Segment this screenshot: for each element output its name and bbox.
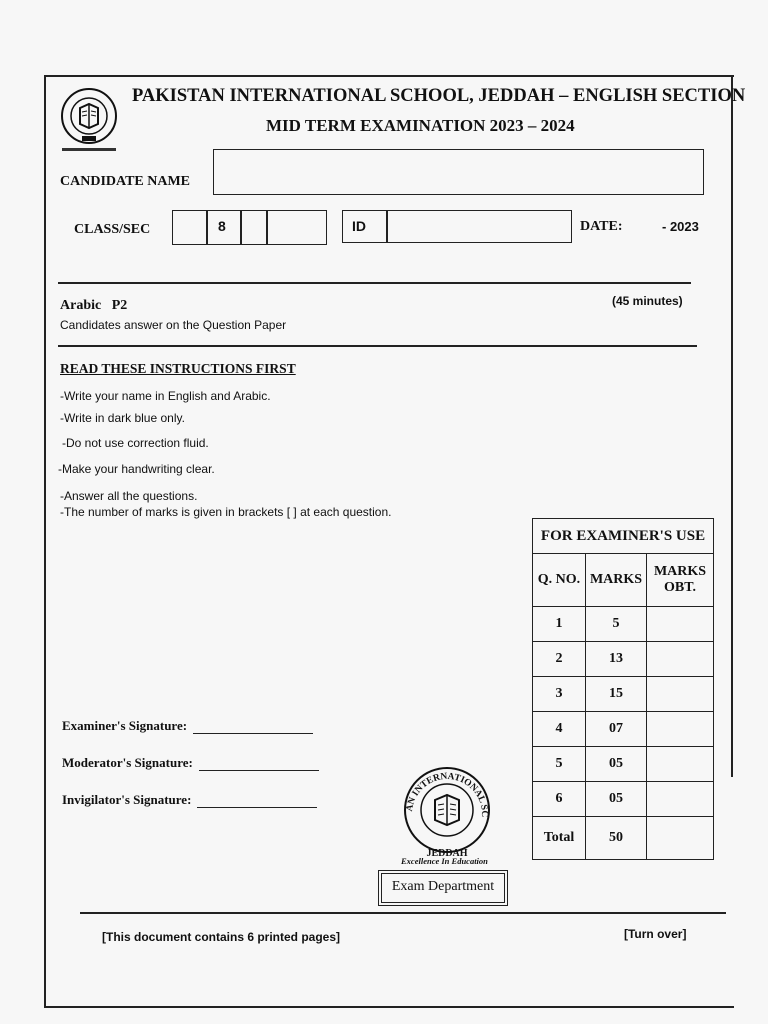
marks-cell: 05 — [586, 747, 647, 782]
instruction-item: -Write in dark blue only. — [60, 411, 185, 425]
marks-obt-cell[interactable] — [647, 607, 714, 642]
exam-department-stamp — [378, 870, 508, 906]
examiner-table — [532, 518, 714, 860]
total-obt-cell[interactable] — [647, 817, 714, 860]
instruction-item: -Make your handwriting clear. — [58, 462, 215, 476]
qno-cell: 2 — [533, 642, 586, 677]
marks-cell: 07 — [586, 712, 647, 747]
subject-paper: P2 — [111, 298, 128, 313]
stamp-motto: Excellence In Education — [401, 856, 488, 866]
header-qno: Q. NO. — [533, 554, 586, 607]
marks-obt-cell[interactable] — [647, 747, 714, 782]
class-divider — [266, 210, 268, 245]
marks-cell: 5 — [586, 607, 647, 642]
marks-obt-cell[interactable] — [647, 712, 714, 747]
candidate-name-field[interactable] — [213, 149, 704, 195]
candidate-name-label: CANDIDATE NAME — [60, 174, 191, 189]
marks-obt-cell[interactable] — [647, 642, 714, 677]
examiner-signature-line[interactable] — [193, 732, 313, 734]
id-field[interactable] — [342, 210, 572, 243]
invigilator-signature-line[interactable] — [197, 806, 317, 808]
date-value: - 2023 — [662, 219, 699, 234]
table-row — [533, 607, 714, 642]
qno-cell: 5 — [533, 747, 586, 782]
table-row-total — [533, 817, 714, 860]
date-label: DATE: — [580, 219, 623, 234]
examiner-signature-label: Examiner's Signature: — [62, 718, 188, 733]
table-row — [533, 782, 714, 817]
divider — [58, 282, 691, 284]
school-title: PAKISTAN INTERNATIONAL SCHOOL, JEDDAH – ENGLISH SECTION — [132, 86, 746, 106]
instruction-item: -The number of marks is given in brackets [ ] at each question. — [60, 505, 392, 519]
total-marks: 50 — [586, 817, 647, 860]
moderator-signature-line[interactable] — [199, 769, 319, 771]
marks-obt-cell[interactable] — [647, 782, 714, 817]
qno-cell: 6 — [533, 782, 586, 817]
qno-cell: 1 — [533, 607, 586, 642]
subject-line — [60, 298, 127, 314]
school-stamp-icon — [392, 758, 502, 868]
class-value: 8 — [218, 218, 226, 234]
class-divider — [240, 210, 242, 245]
instructions-title: READ THESE INSTRUCTIONS FIRST — [60, 361, 296, 376]
qno-cell: 3 — [533, 677, 586, 712]
invigilator-signature-label: Invigilator's Signature: — [62, 792, 192, 807]
qno-cell: 4 — [533, 712, 586, 747]
turn-over: [Turn over] — [624, 927, 687, 941]
table-row — [533, 642, 714, 677]
school-stamp — [392, 758, 502, 868]
marks-cell: 05 — [586, 782, 647, 817]
marks-obt-cell[interactable] — [647, 677, 714, 712]
school-logo-icon — [54, 84, 124, 164]
page-count: [This document contains 6 printed pages] — [102, 930, 341, 944]
moderator-signature — [62, 755, 319, 771]
moderator-signature-label: Moderator's Signature: — [62, 755, 193, 770]
header-marks-obt: MARKS OBT. — [647, 554, 714, 607]
svg-text:PAKISTAN INTERNATIONAL SCHOOL — [392, 758, 489, 817]
examiner-table-title: FOR EXAMINER'S USE — [533, 519, 714, 554]
table-row — [533, 712, 714, 747]
class-divider — [206, 210, 208, 245]
invigilator-signature — [62, 792, 317, 808]
exam-department-label: Exam Department — [381, 873, 505, 903]
school-logo — [54, 84, 124, 164]
class-label: CLASS/SEC — [74, 222, 151, 237]
subject-note: Candidates answer on the Question Paper — [60, 318, 287, 332]
instruction-item: -Write your name in English and Arabic. — [60, 389, 271, 403]
subject-name: Arabic — [60, 298, 102, 313]
stamp-arc-text: AN INTERNATIONAL SC — [404, 771, 490, 818]
page-frame-right — [731, 75, 733, 777]
duration: (45 minutes) — [612, 294, 683, 308]
header-marks: MARKS — [586, 554, 647, 607]
marks-cell: 13 — [586, 642, 647, 677]
footer-divider — [80, 912, 726, 914]
stamp-city: JEDDAH — [426, 848, 468, 859]
class-field[interactable] — [172, 210, 327, 245]
id-divider — [386, 210, 388, 243]
exam-title: MID TERM EXAMINATION 2023 – 2024 — [266, 116, 575, 135]
total-label: Total — [533, 817, 586, 860]
instruction-item: -Do not use correction fluid. — [62, 436, 209, 450]
divider — [58, 345, 697, 347]
instruction-item: -Answer all the questions. — [60, 489, 198, 503]
table-row — [533, 747, 714, 782]
table-row — [533, 677, 714, 712]
id-label: ID — [352, 218, 366, 234]
examiner-signature — [62, 718, 313, 734]
marks-cell: 15 — [586, 677, 647, 712]
